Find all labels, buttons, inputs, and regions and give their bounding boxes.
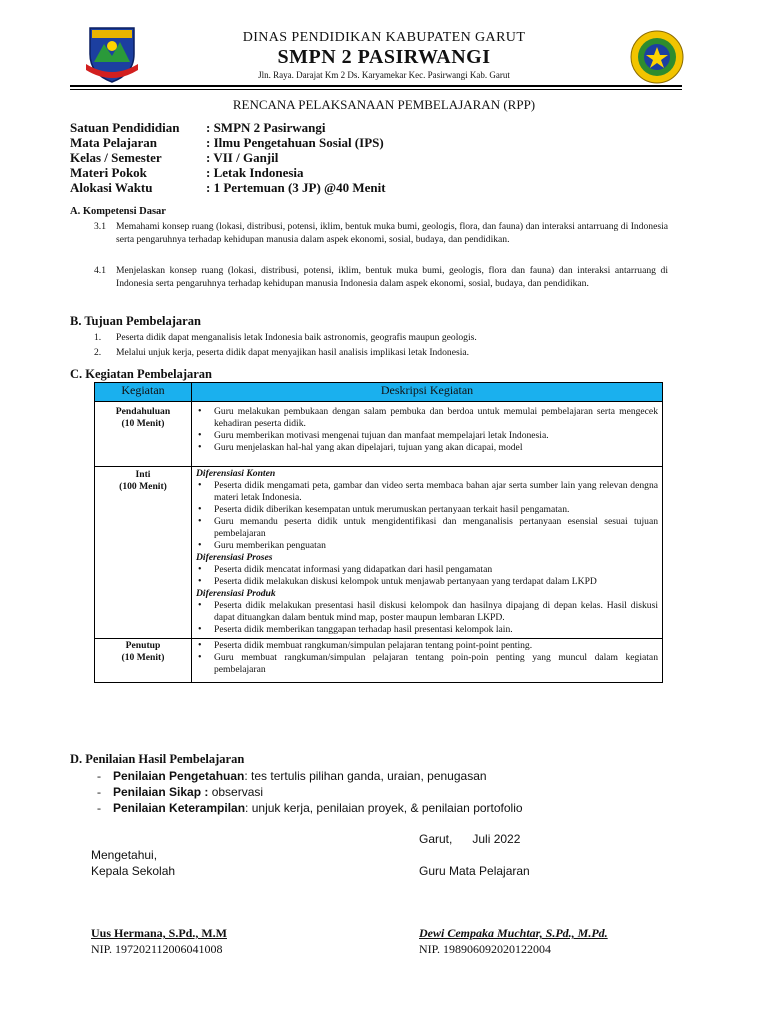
agency-name: DINAS PENDIDIKAN KABUPATEN GARUT <box>242 30 526 45</box>
info-label: Materi Pokok <box>70 165 147 180</box>
kd-number: 3.1 <box>94 221 106 232</box>
tujuan-number: 2. <box>94 347 102 358</box>
table-row-pendahuluan <box>95 402 663 467</box>
diferensiasi-konten-title: Diferensiasi Konten <box>196 468 276 479</box>
info-value: : 1 Pertemuan (3 JP) @40 Menit <box>206 180 386 195</box>
info-row <box>70 150 386 165</box>
list-item: • Peserta didik melakukan diskusi kelompok untuk menjawab pertanyaan yang terdapat dalam LKPD <box>214 576 658 588</box>
info-row <box>70 180 386 195</box>
info-label: Mata Pelajaran <box>70 135 158 150</box>
principal-nip: NIP. 197202112006041008 <box>91 942 223 956</box>
info-block <box>70 120 386 195</box>
list-item: • Peserta didik mencatat informasi yang didapatkan dari hasil pengamatan <box>214 564 658 576</box>
list-item: • Guru menjelaskan hal-hal yang akan dipelajari, tujuan yang akan dicapai, model <box>214 442 658 454</box>
info-value: : VII / Ganjil <box>206 150 279 165</box>
mengetahui-label: Mengetahui, <box>91 848 158 862</box>
diferensiasi-produk-title: Diferensiasi Produk <box>196 588 276 599</box>
kd-number: 4.1 <box>94 265 106 276</box>
header-rule <box>70 85 682 87</box>
info-row <box>70 120 386 135</box>
table-row-inti <box>95 467 663 639</box>
deskripsi-cell <box>192 639 663 683</box>
list-item: • Peserta didik melakukan presentasi hasil diskusi kelompok dan hasilnya dipajang di depan kelas. Hasil diskusi dapat dituangkan dalam bentuk mind map, poster maupun lembaran LKPD. <box>214 600 658 624</box>
teacher-name: Dewi Cempaka Muchtar, S.Pd., M.Pd. <box>419 926 608 940</box>
penilaian-text: : unjuk kerja, penilaian proyek, & penilaian portofolio <box>245 801 523 815</box>
deskripsi-cell <box>192 467 663 639</box>
list-item: • Guru membuat rangkuman/simpulan pelajaran tentang poin-poin penting yang muncul dalam kegiatan pembelajaran <box>214 652 658 676</box>
list-item: • Guru memandu peserta didik untuk mengidentifikasi dan menganalisis pertanyaan esensial sesuai tujuan pembelajaran <box>214 516 658 540</box>
table-header-row <box>95 383 663 402</box>
teacher-nip: NIP. 198906092020122004 <box>419 942 552 956</box>
penilaian-label: Penilaian Sikap : <box>113 785 209 799</box>
principal-name: Uus Hermana, S.Pd., M.M <box>91 926 227 940</box>
kegiatan-cell <box>95 402 192 467</box>
header-rule-thin <box>70 89 682 90</box>
info-value: : Letak Indonesia <box>206 165 304 180</box>
column-header-deskripsi: Deskripsi Kegiatan <box>192 383 663 402</box>
info-label: Satuan Pendididian <box>70 120 180 135</box>
list-item: • Guru melakukan pembukaan dengan salam pembuka dan berdoa untuk memulai pembelajaran serta mengecek kehadiran peserta didik. <box>214 406 658 430</box>
document-title: RENCANA PELAKSANAAN PEMBELAJARAN (RPP) <box>232 97 536 112</box>
section-c-title: C. Kegiatan Pembelajaran <box>70 367 212 381</box>
section-a-title: A. Kompetensi Dasar <box>70 206 166 217</box>
kd-item <box>94 220 668 246</box>
school-address: Jln. Raya. Darajat Km 2 Ds. Karyamekar Kec. Pasirwangi Kab. Garut <box>258 70 510 80</box>
info-label: Alokasi Waktu <box>70 180 153 195</box>
penilaian-label: Penilaian Keterampilan <box>113 801 246 815</box>
kegiatan-name: Inti <box>135 469 151 480</box>
kd-item <box>94 264 668 290</box>
kegiatan-time: (10 Menit) <box>121 418 165 429</box>
section-d-title: D. Penilaian Hasil Pembelajaran <box>70 752 245 766</box>
table-row-penutup <box>95 639 663 683</box>
tujuan-text: Peserta didik dapat menganalisis letak Indonesia baik astronomis, geografis maupun geologis. <box>116 332 477 343</box>
list-item: • Guru memberikan penguatan <box>214 540 658 552</box>
kegiatan-time: (10 Menit) <box>121 652 165 663</box>
kd-text: Memahami konsep ruang (lokasi, distribusi, potensi, iklim, bentuk muka bumi, geologis, flora, dan fauna) dan interaksi antarruang di Indonesia serta pengaruhnya terhadap kehidupan manusia dalam aspek ekonomi, sosial, budaya, dan pendidikan. <box>116 221 668 245</box>
list-item: • Peserta didik diberikan kesempatan untuk merumuskan pertanyaan terkait hasil pengamatan. <box>214 504 658 516</box>
column-header-kegiatan: Kegiatan <box>95 383 192 402</box>
info-value: : Ilmu Pengetahuan Sosial (IPS) <box>206 135 384 150</box>
tujuan-item <box>94 346 668 359</box>
diferensiasi-proses-title: Diferensiasi Proses <box>196 552 273 563</box>
list-item: • Peserta didik membuat rangkuman/simpulan pelajaran tentang point-point penting. <box>214 640 658 652</box>
penilaian-label: Penilaian Pengetahuan <box>113 769 245 783</box>
penilaian-text: observasi <box>208 785 264 799</box>
kegiatan-table <box>94 382 663 683</box>
penilaian-item: - Penilaian Keterampilan: unjuk kerja, penilaian proyek, & penilaian portofolio <box>97 801 523 815</box>
tujuan-number: 1. <box>94 332 102 343</box>
info-row <box>70 135 386 150</box>
school-name: SMPN 2 PASIRWANGI <box>277 46 491 68</box>
penilaian-item: - Penilaian Pengetahuan: tes tertulis pilihan ganda, uraian, penugasan <box>97 769 487 783</box>
list-item: • Peserta didik memberikan tanggapan terhadap hasil presentasi kelompok lain. <box>214 624 658 636</box>
kegiatan-cell <box>95 467 192 639</box>
kegiatan-cell <box>95 639 192 683</box>
info-value: : SMPN 2 Pasirwangi <box>206 120 326 135</box>
guru-label: Guru Mata Pelajaran <box>419 864 530 878</box>
tujuan-item <box>94 331 668 344</box>
deskripsi-cell <box>192 402 663 467</box>
penilaian-item: - Penilaian Sikap : observasi <box>97 785 264 799</box>
penilaian-list <box>97 768 523 816</box>
kd-text: Menjelaskan konsep ruang (lokasi, distribusi, potensi, iklim, bentuk muka bumi, geologis, flora dan fauna) dan interaksi antarruang di Indonesia serta pengaruhnya terhadap kehidupan manusia Indonesia dalam aspek ekonomi, sosial, budaya, dan pendidikan. <box>116 265 668 289</box>
kepala-sekolah-label: Kepala Sekolah <box>91 864 176 878</box>
kegiatan-time: (100 Menit) <box>119 481 167 492</box>
penilaian-text: : tes tertulis pilihan ganda, uraian, penugasan <box>244 769 487 783</box>
section-b-title: B. Tujuan Pembelajaran <box>70 314 201 328</box>
tujuan-list <box>94 331 668 359</box>
info-label: Kelas / Semester <box>70 150 162 165</box>
place-date: Garut, Juli 2022 <box>419 832 521 846</box>
kegiatan-name: Penutup <box>125 640 161 651</box>
list-item: • Guru memberikan motivasi mengenai tujuan dan manfaat mempelajari letak Indonesia. <box>214 430 658 442</box>
list-item: • Peserta didik mengamati peta, gambar dan video serta membaca bahan ajar serta sumber lain yang relevan dengna materi letak Indonesia. <box>214 480 658 504</box>
tujuan-text: Melalui unjuk kerja, peserta didik dapat menyajikan hasil analisis implikasi letak Indonesia. <box>116 347 470 358</box>
kegiatan-name: Pendahuluan <box>115 406 171 417</box>
info-row <box>70 165 386 180</box>
